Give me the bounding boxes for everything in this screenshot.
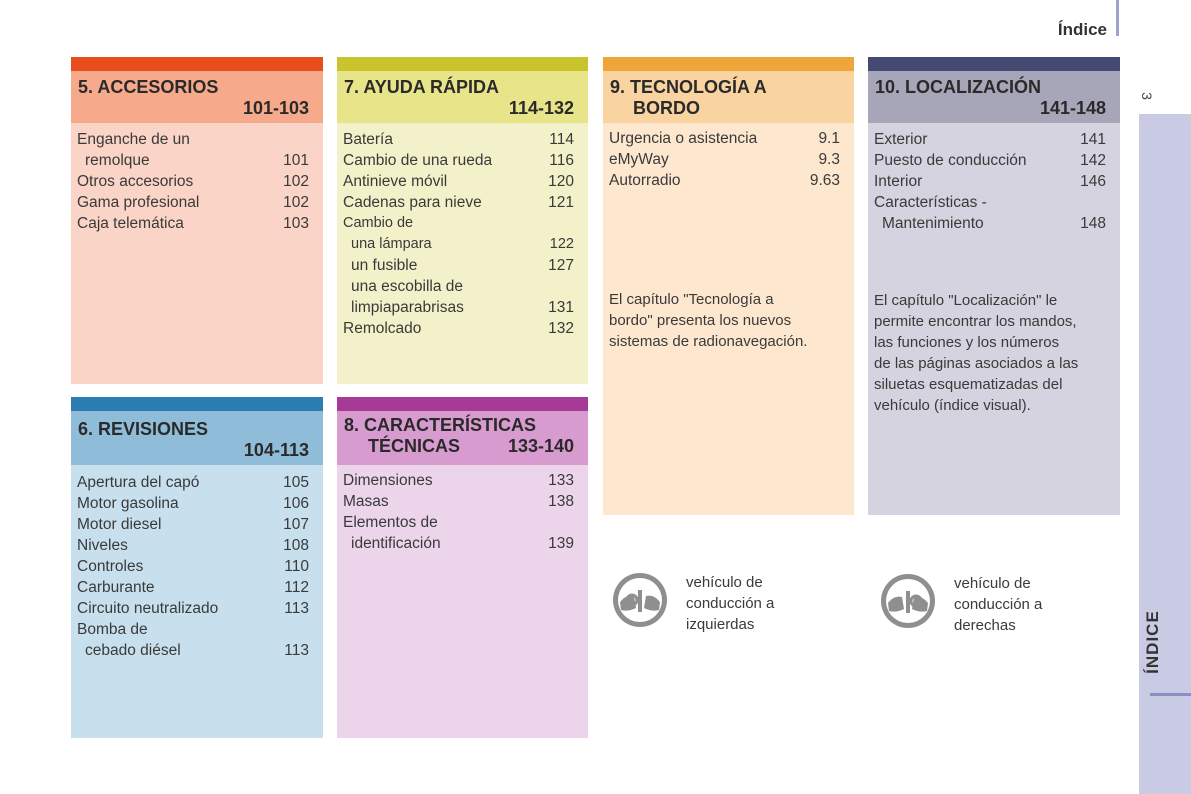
section-caracteristicas-tecnicas [337,397,588,738]
toc-label: un fusible [351,257,418,274]
toc-page: 127 [548,257,574,274]
toc-label: Elementos de [343,514,438,531]
toc-page [279,619,309,640]
toc-page: 112 [284,579,309,596]
legend-line: izquierdas [686,616,755,633]
section-body [71,465,323,738]
toc-row[interactable] [343,150,574,171]
toc-label: Mantenimiento [882,215,984,232]
toc-page: 148 [1080,215,1106,232]
toc-page: 102 [283,173,309,190]
toc-label: una lámpara [351,236,432,252]
toc-row[interactable] [874,150,1106,171]
toc-row[interactable] [77,472,309,493]
section-body [337,123,588,384]
toc-page: 141 [1080,131,1106,148]
toc-row[interactable] [77,192,309,213]
toc-row[interactable] [343,491,574,512]
section-color-bar [71,57,323,71]
toc-page: 139 [548,535,574,552]
toc-row[interactable] [874,213,1106,234]
toc-page: 114 [549,131,574,148]
section-color-bar [337,397,588,411]
toc-label: Otros accesorios [77,173,194,190]
toc-page: 116 [549,152,574,169]
toc-page: 146 [1080,173,1106,190]
toc-label: Exterior [874,131,928,148]
section-title-line1: 9. TECNOLOGÍA A [610,77,767,97]
toc-row[interactable] [609,149,840,170]
toc-row[interactable] [77,514,309,535]
left-hand-drive-icon [612,572,668,628]
toc-row[interactable] [343,129,574,150]
legend-line: derechas [954,617,1016,634]
toc-page [544,213,574,234]
section-page-range: 104-113 [243,440,309,460]
toc-page: 107 [283,516,309,533]
toc-label: Enganche de un [77,131,190,148]
section-page-range: 114-132 [508,98,574,118]
legend-line: vehículo de [686,574,763,591]
section-page-range: 133-140 [507,436,574,456]
legend-line: conducción a [686,595,775,612]
legend-line: vehículo de [954,575,1031,592]
toc-page: 9.1 [818,130,840,147]
section-accesorios [71,57,323,384]
note-line: El capítulo "Tecnología a [609,291,774,308]
toc-row[interactable] [343,297,574,318]
section-localizacion [868,57,1120,515]
section-body [603,123,854,515]
toc-label: Motor gasolina [77,495,179,512]
toc-label: Gama profesional [77,194,200,211]
toc-label: eMyWay [609,151,669,168]
toc-row[interactable] [77,640,309,661]
side-index-tab-marker [1150,693,1191,696]
toc-label: Cambio de [343,215,414,231]
note-line: sistemas de radionavegación. [609,333,808,350]
toc-page: 142 [1080,152,1106,169]
toc-label: Circuito neutralizado [77,600,219,617]
toc-label: Cambio de una rueda [343,152,493,169]
toc-label: Caja telemática [77,215,184,232]
toc-row[interactable] [343,276,574,297]
toc-row[interactable] [874,192,1106,213]
section-title: 5. ACCESORIOS [78,77,219,97]
toc-row[interactable] [343,192,574,213]
toc-page: 138 [548,493,574,510]
toc-page: 131 [548,299,574,316]
toc-label: Dimensiones [343,472,433,489]
section-tecnologia-a-bordo [603,57,854,515]
section-color-bar [603,57,854,71]
toc-label: remolque [85,152,150,169]
note-line: vehículo (índice visual). [874,397,1031,414]
section-header[interactable] [603,71,854,123]
toc-row[interactable] [343,171,574,192]
toc-row[interactable] [343,470,574,491]
side-index-tab-label[interactable]: ÍNDICE [1143,610,1162,674]
toc-label: Motor diesel [77,516,162,533]
toc-page: 108 [283,537,309,554]
toc-row[interactable] [77,493,309,514]
toc-page: 122 [549,236,574,252]
toc-row[interactable] [77,577,309,598]
toc-row[interactable] [343,213,574,234]
toc-page: 9.63 [809,172,840,189]
section-body [337,465,588,738]
toc-page: 106 [283,495,309,512]
toc-row[interactable] [609,170,840,191]
toc-label: Apertura del capó [77,474,200,491]
section-header[interactable] [337,411,588,465]
toc-label: Cadenas para nieve [343,194,482,211]
note-line: de las páginas asociados a las [874,355,1079,372]
section-title: 10. LOCALIZACIÓN [875,77,1042,97]
note-line: permite encontrar los mandos, [874,313,1077,330]
section-title-line2: TÉCNICAS [368,436,461,456]
toc-row[interactable] [77,598,309,619]
toc-page [1076,192,1106,213]
toc-row[interactable] [77,213,309,234]
section-page-range: 101-103 [242,98,309,118]
legend-text [686,572,774,635]
toc-label: Antinieve móvil [343,173,448,190]
section-title-line2: BORDO [633,98,700,118]
toc-label: Masas [343,493,389,510]
toc-page: 113 [284,600,309,617]
section-body [868,123,1120,515]
toc-page: 101 [283,152,309,169]
toc-page: 121 [548,194,574,211]
toc-label: Urgencia o asistencia [609,130,758,147]
toc-row[interactable] [343,512,574,533]
toc-row[interactable] [77,129,309,150]
legend-line: conducción a [954,596,1043,613]
toc-row[interactable] [77,556,309,577]
toc-row[interactable] [343,533,574,554]
section-title: 6. REVISIONES [78,419,209,439]
toc-page: 132 [548,320,574,337]
toc-page: 9.3 [818,151,840,168]
header-accent-line [1116,0,1119,36]
legend-left-hand-drive [612,572,774,635]
toc-page [544,276,574,297]
section-header[interactable] [71,71,323,123]
toc-row[interactable] [874,171,1106,192]
toc-label: Controles [77,558,144,575]
toc-label: limpiaparabrisas [351,299,464,316]
note-line: El capítulo "Localización" le [874,292,1058,309]
section-header[interactable] [868,71,1120,123]
toc-row[interactable] [77,171,309,192]
legend-text [954,573,1042,636]
side-index-tab[interactable] [1139,114,1191,794]
toc-label: una escobilla de [351,278,464,295]
section-header[interactable] [337,71,588,123]
note-line: siluetas esquematizadas del [874,376,1063,393]
toc-page: 103 [283,215,309,232]
toc-row[interactable] [77,150,309,171]
toc-page: 113 [284,642,309,659]
toc-page [544,512,574,533]
toc-label: Bomba de [77,621,148,638]
right-hand-drive-icon [880,573,936,629]
toc-label: Niveles [77,537,128,554]
section-ayuda-rapida [337,57,588,384]
toc-label: Carburante [77,579,155,596]
page-title: Índice [1057,20,1107,39]
section-page-range: 141-148 [1039,98,1106,118]
section-color-bar [868,57,1120,71]
toc-row[interactable] [874,129,1106,150]
section-header[interactable] [71,411,323,465]
toc-page [279,129,309,150]
section-color-bar [337,57,588,71]
toc-row[interactable] [77,619,309,640]
section-title: 7. AYUDA RÁPIDA [344,77,500,97]
section-body [71,123,323,384]
note-line: bordo" presenta los nuevos [609,312,792,329]
toc-page: 133 [548,472,574,489]
legend-right-hand-drive [880,573,1042,636]
note-line: las funciones y los números [874,334,1060,351]
toc-page: 102 [283,194,309,211]
toc-row[interactable] [77,535,309,556]
toc-label: Autorradio [609,172,681,189]
toc-label: Batería [343,131,393,148]
toc-row[interactable] [343,255,574,276]
page-number: 3 [1139,92,1155,100]
toc-label: Remolcado [343,320,422,337]
toc-label: Puesto de conducción [874,152,1027,169]
toc-page: 110 [284,558,309,575]
toc-label: cebado diésel [85,642,181,659]
toc-row[interactable] [609,128,840,149]
section-title-line1: 8. CARACTERÍSTICAS [344,415,537,435]
toc-page: 105 [283,474,309,491]
section-note [609,289,840,352]
toc-label: identificación [351,535,441,552]
toc-label: Interior [874,173,923,190]
section-revisiones [71,397,323,738]
toc-row[interactable] [343,234,574,255]
toc-label: Características - [874,194,987,211]
section-color-bar [71,397,323,411]
toc-page: 120 [548,173,574,190]
toc-row[interactable] [343,318,574,339]
section-note [874,290,1106,416]
